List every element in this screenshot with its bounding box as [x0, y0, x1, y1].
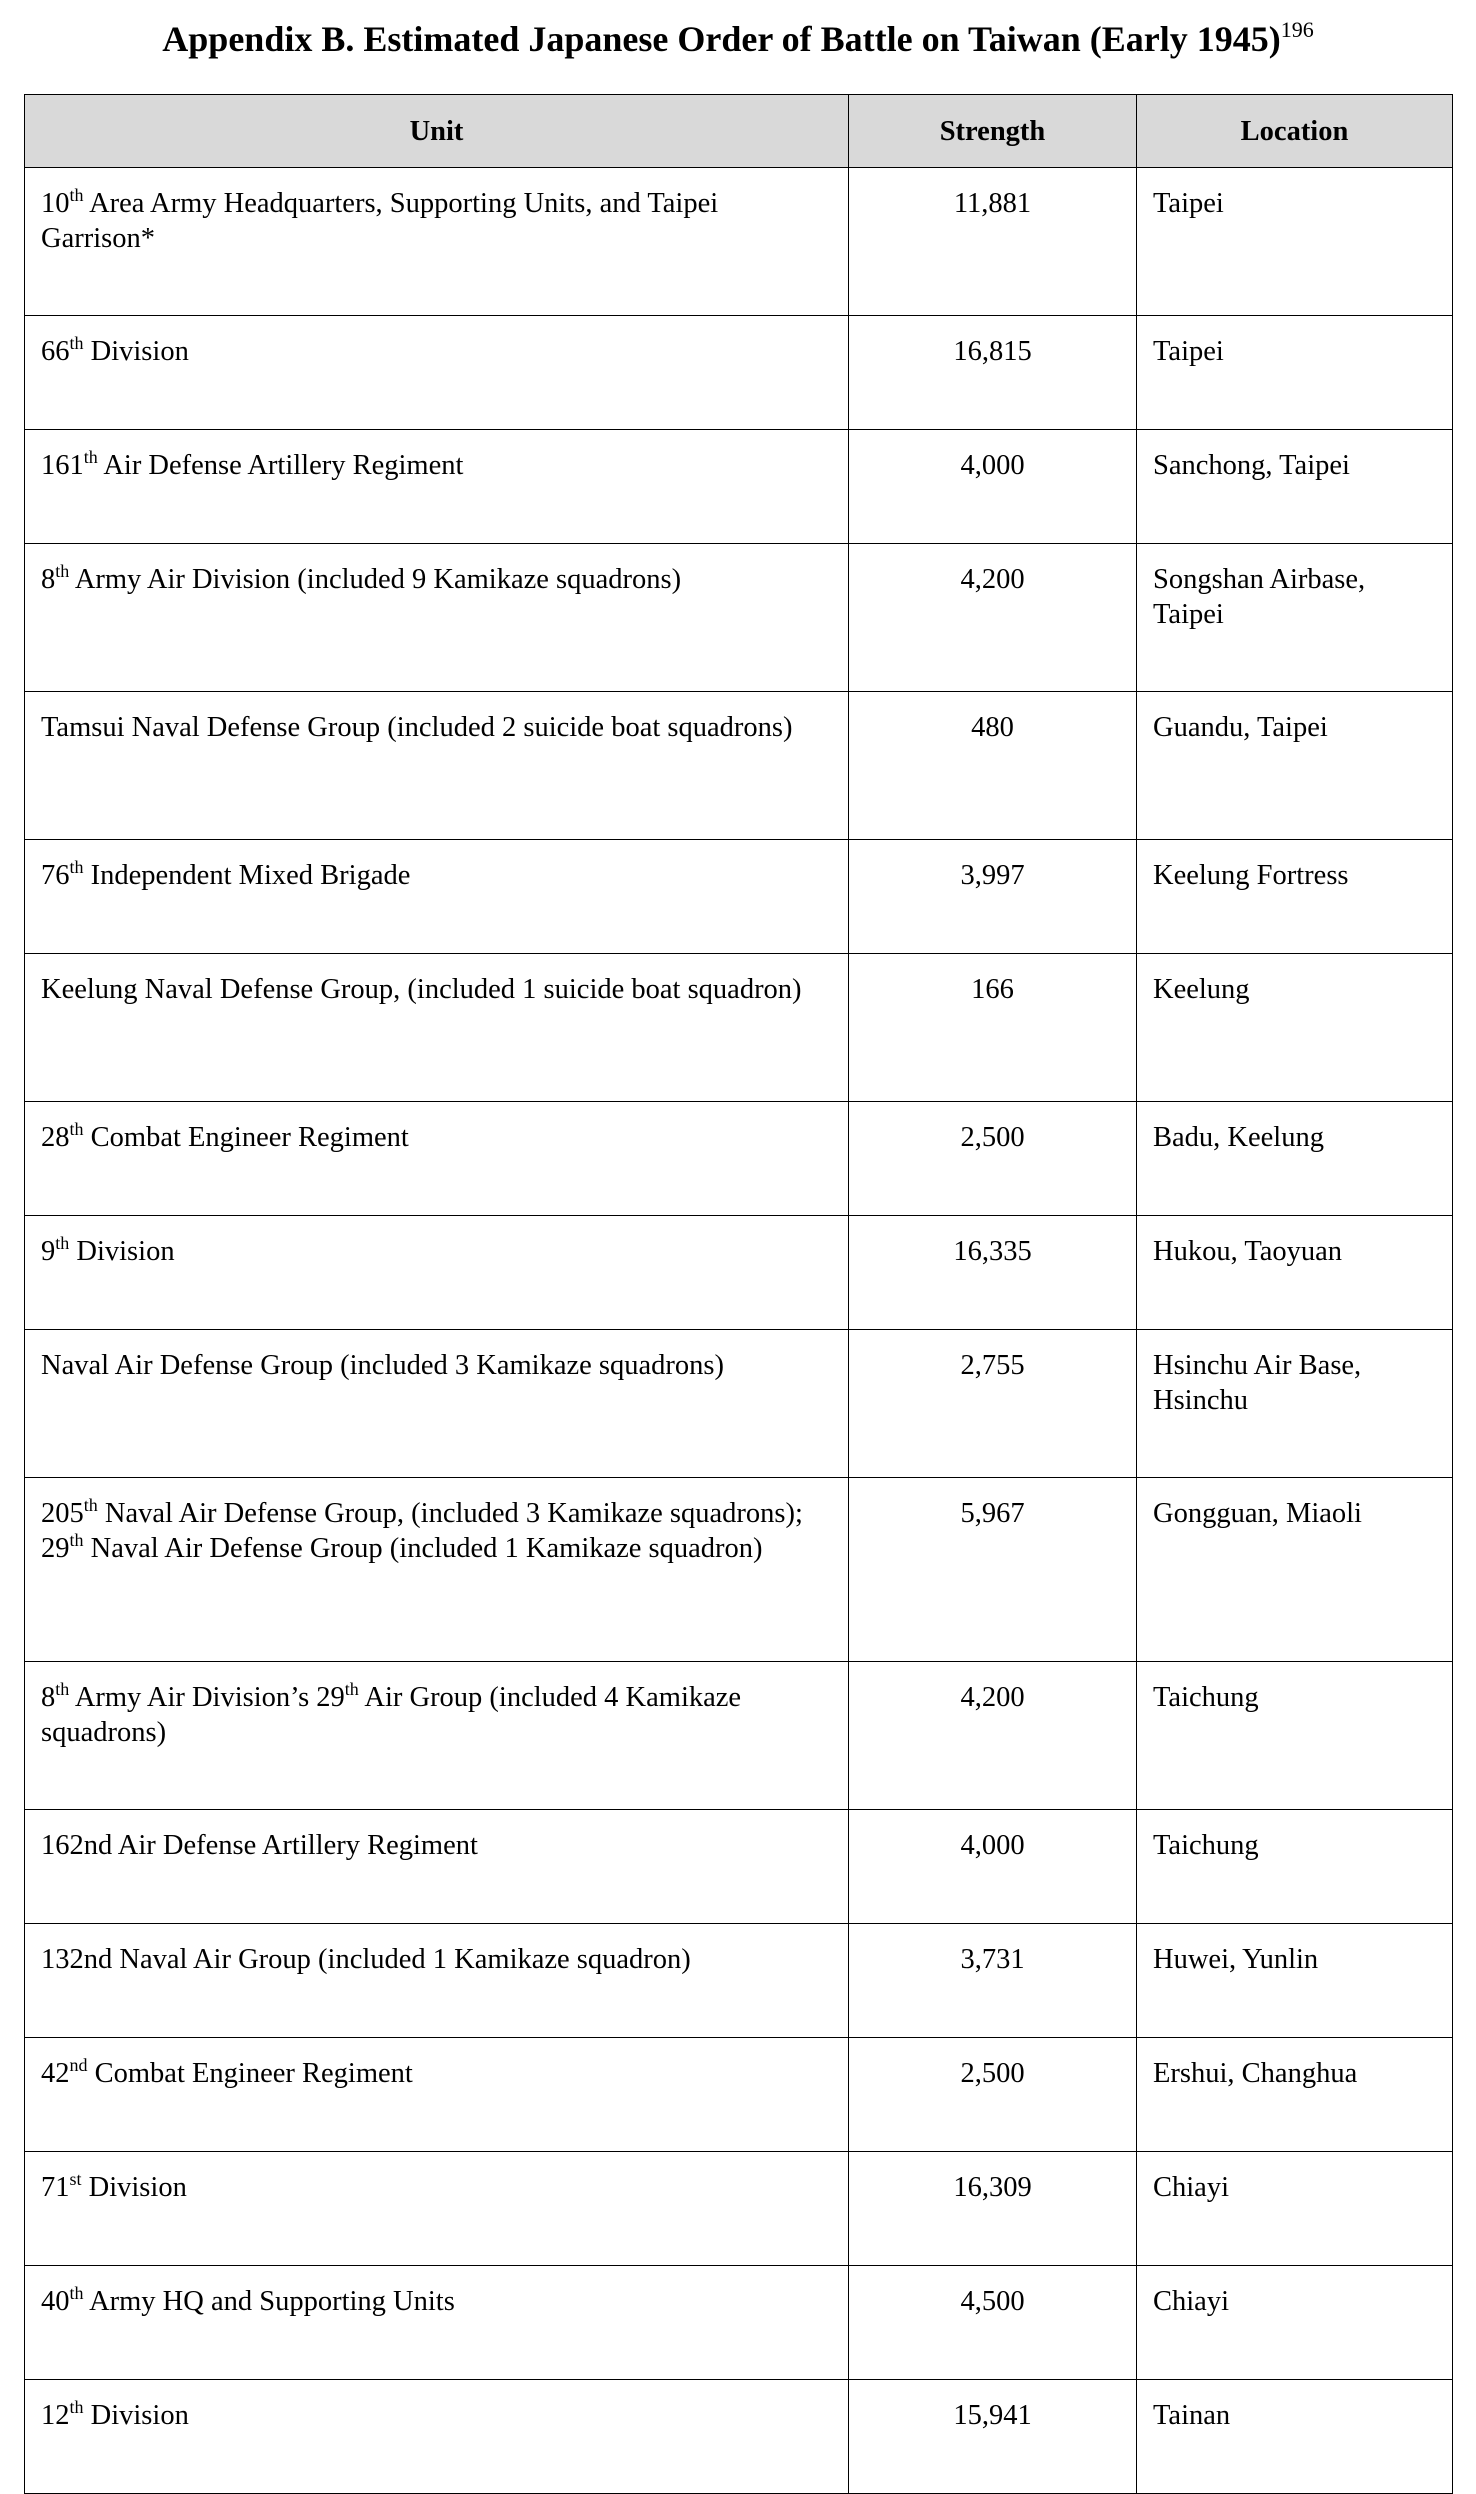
title-footnote-marker: 196	[1280, 17, 1314, 42]
unit-number: 12	[41, 2400, 70, 2431]
unit-number: 9	[41, 1236, 56, 1267]
strength-cell: 5,967	[849, 1478, 1137, 1662]
table-row	[25, 1102, 1453, 1216]
unit-cell	[25, 1810, 849, 1924]
strength-cell: 16,815	[849, 316, 1137, 430]
table-row	[25, 954, 1453, 1102]
unit-ordinal-suffix: th	[83, 447, 98, 467]
unit-number: 205	[41, 1498, 84, 1529]
unit-ordinal-suffix: nd	[69, 2055, 88, 2075]
location-cell: Sanchong, Taipei	[1137, 430, 1453, 544]
unit-number: 161	[41, 450, 84, 481]
strength-cell: 4,200	[849, 544, 1137, 692]
unit-ordinal-suffix: st	[69, 2169, 82, 2189]
strength-cell: 16,309	[849, 2152, 1137, 2266]
strength-cell: 166	[849, 954, 1137, 1102]
unit-cell	[25, 544, 849, 692]
unit-cell	[25, 1478, 849, 1662]
strength-cell: 3,731	[849, 1924, 1137, 2038]
unit-number: 66	[41, 336, 70, 367]
unit-ordinal-suffix: th	[55, 1679, 70, 1699]
unit-number: 71	[41, 2172, 70, 2203]
location-cell: Tainan	[1137, 2380, 1453, 2494]
unit-text: Army Air Division’s 29	[69, 1682, 345, 1713]
unit-text: Combat Engineer Regiment	[83, 1122, 409, 1153]
table-row	[25, 840, 1453, 954]
table-body	[25, 168, 1453, 2494]
table-row	[25, 316, 1453, 430]
unit-text: Division	[81, 2172, 187, 2203]
unit-text: Air Defense Artillery Regiment	[97, 450, 464, 481]
strength-cell: 4,500	[849, 2266, 1137, 2380]
unit-text: Air Group (included 4 Kamikaze squadrons)	[41, 1682, 742, 1748]
header-location: Location	[1137, 95, 1453, 168]
table-header-row	[25, 95, 1453, 168]
unit-cell	[25, 2266, 849, 2380]
location-cell: Taichung	[1137, 1810, 1453, 1924]
unit-ordinal-suffix: th	[83, 1495, 98, 1515]
unit-text: Division	[83, 2400, 189, 2431]
unit-number: 10	[41, 188, 70, 219]
unit-text: 132nd Naval Air Group (included 1 Kamikaze squadron)	[41, 1944, 691, 1975]
title-text: Appendix B. Estimated Japanese Order of Battle on Taiwan (Early 1945)	[162, 19, 1281, 59]
unit-number: 42	[41, 2058, 70, 2089]
unit-ordinal-suffix: th	[344, 1679, 359, 1699]
unit-ordinal-suffix: th	[69, 857, 84, 877]
table-row	[25, 1810, 1453, 1924]
unit-cell	[25, 1662, 849, 1810]
table-row	[25, 2152, 1453, 2266]
unit-cell	[25, 1924, 849, 2038]
strength-cell: 15,941	[849, 2380, 1137, 2494]
table-row	[25, 2380, 1453, 2494]
table-row	[25, 544, 1453, 692]
strength-cell: 3,997	[849, 840, 1137, 954]
unit-number: 76	[41, 860, 70, 891]
unit-cell	[25, 1216, 849, 1330]
strength-cell: 4,200	[849, 1662, 1137, 1810]
table-row	[25, 2038, 1453, 2152]
unit-ordinal-suffix: th	[55, 1233, 70, 1253]
unit-number: 40	[41, 2286, 70, 2317]
strength-cell: 11,881	[849, 168, 1137, 316]
unit-cell	[25, 2038, 849, 2152]
table-row	[25, 430, 1453, 544]
unit-number: 8	[41, 1682, 56, 1713]
table-row	[25, 1330, 1453, 1478]
unit-text: Army HQ and Supporting Units	[83, 2286, 455, 2317]
strength-cell: 4,000	[849, 1810, 1137, 1924]
location-cell: Taipei	[1137, 316, 1453, 430]
unit-cell	[25, 2152, 849, 2266]
strength-cell: 16,335	[849, 1216, 1137, 1330]
unit-ordinal-suffix: th	[69, 2283, 84, 2303]
strength-cell: 480	[849, 692, 1137, 840]
strength-cell: 2,500	[849, 1102, 1137, 1216]
unit-text: Army Air Division (included 9 Kamikaze squadrons)	[69, 564, 682, 595]
table-row	[25, 692, 1453, 840]
location-cell: Ershui, Changhua	[1137, 2038, 1453, 2152]
table-row	[25, 2266, 1453, 2380]
unit-ordinal-suffix: th	[69, 1530, 84, 1550]
unit-text: Area Army Headquarters, Supporting Units, and Taipei Garrison*	[41, 188, 719, 254]
table-row	[25, 1478, 1453, 1662]
order-of-battle-table	[24, 94, 1453, 2494]
table-row	[25, 1662, 1453, 1810]
unit-cell	[25, 692, 849, 840]
location-cell: Keelung Fortress	[1137, 840, 1453, 954]
strength-cell: 2,500	[849, 2038, 1137, 2152]
unit-number: 8	[41, 564, 56, 595]
location-cell: Hukou, Taoyuan	[1137, 1216, 1453, 1330]
page-title	[0, 14, 1476, 64]
table-row	[25, 1216, 1453, 1330]
location-cell: Huwei, Yunlin	[1137, 1924, 1453, 2038]
unit-cell	[25, 1330, 849, 1478]
unit-cell	[25, 430, 849, 544]
location-cell: Badu, Keelung	[1137, 1102, 1453, 1216]
location-cell: Chiayi	[1137, 2266, 1453, 2380]
unit-cell	[25, 168, 849, 316]
unit-text: Division	[69, 1236, 175, 1267]
strength-cell: 2,755	[849, 1330, 1137, 1478]
location-cell: Guandu, Taipei	[1137, 692, 1453, 840]
unit-ordinal-suffix: th	[69, 185, 84, 205]
unit-text: Keelung Naval Defense Group, (included 1 suicide boat squadron)	[41, 974, 802, 1005]
unit-ordinal-suffix: th	[69, 333, 84, 353]
unit-cell	[25, 1102, 849, 1216]
unit-text: Naval Air Defense Group (included 1 Kamikaze squadron)	[83, 1533, 763, 1564]
unit-ordinal-suffix: th	[69, 2397, 84, 2417]
strength-cell: 4,000	[849, 430, 1137, 544]
unit-number: 28	[41, 1122, 70, 1153]
unit-cell	[25, 840, 849, 954]
unit-text: 162nd Air Defense Artillery Regiment	[41, 1830, 478, 1861]
header-unit: Unit	[25, 95, 849, 168]
location-cell: Chiayi	[1137, 2152, 1453, 2266]
location-cell: Gongguan, Miaoli	[1137, 1478, 1453, 1662]
unit-cell	[25, 316, 849, 430]
unit-text: Independent Mixed Brigade	[83, 860, 411, 891]
unit-cell	[25, 2380, 849, 2494]
location-cell: Taipei	[1137, 168, 1453, 316]
location-cell: Keelung	[1137, 954, 1453, 1102]
table-row	[25, 168, 1453, 316]
unit-cell	[25, 954, 849, 1102]
header-strength: Strength	[849, 95, 1137, 168]
location-cell: Hsinchu Air Base, Hsinchu	[1137, 1330, 1453, 1478]
table-row	[25, 1924, 1453, 2038]
unit-text: Combat Engineer Regiment	[87, 2058, 413, 2089]
unit-text: Naval Air Defense Group (included 3 Kamikaze squadrons)	[41, 1350, 724, 1381]
unit-text: Division	[83, 336, 189, 367]
unit-text: Tamsui Naval Defense Group (included 2 suicide boat squadrons)	[41, 712, 793, 743]
location-cell: Songshan Airbase, Taipei	[1137, 544, 1453, 692]
unit-text: Naval Air Defense Group, (included 3 Kamikaze squadrons); 29	[41, 1498, 803, 1564]
location-cell: Taichung	[1137, 1662, 1453, 1810]
unit-ordinal-suffix: th	[69, 1119, 84, 1139]
unit-ordinal-suffix: th	[55, 561, 70, 581]
